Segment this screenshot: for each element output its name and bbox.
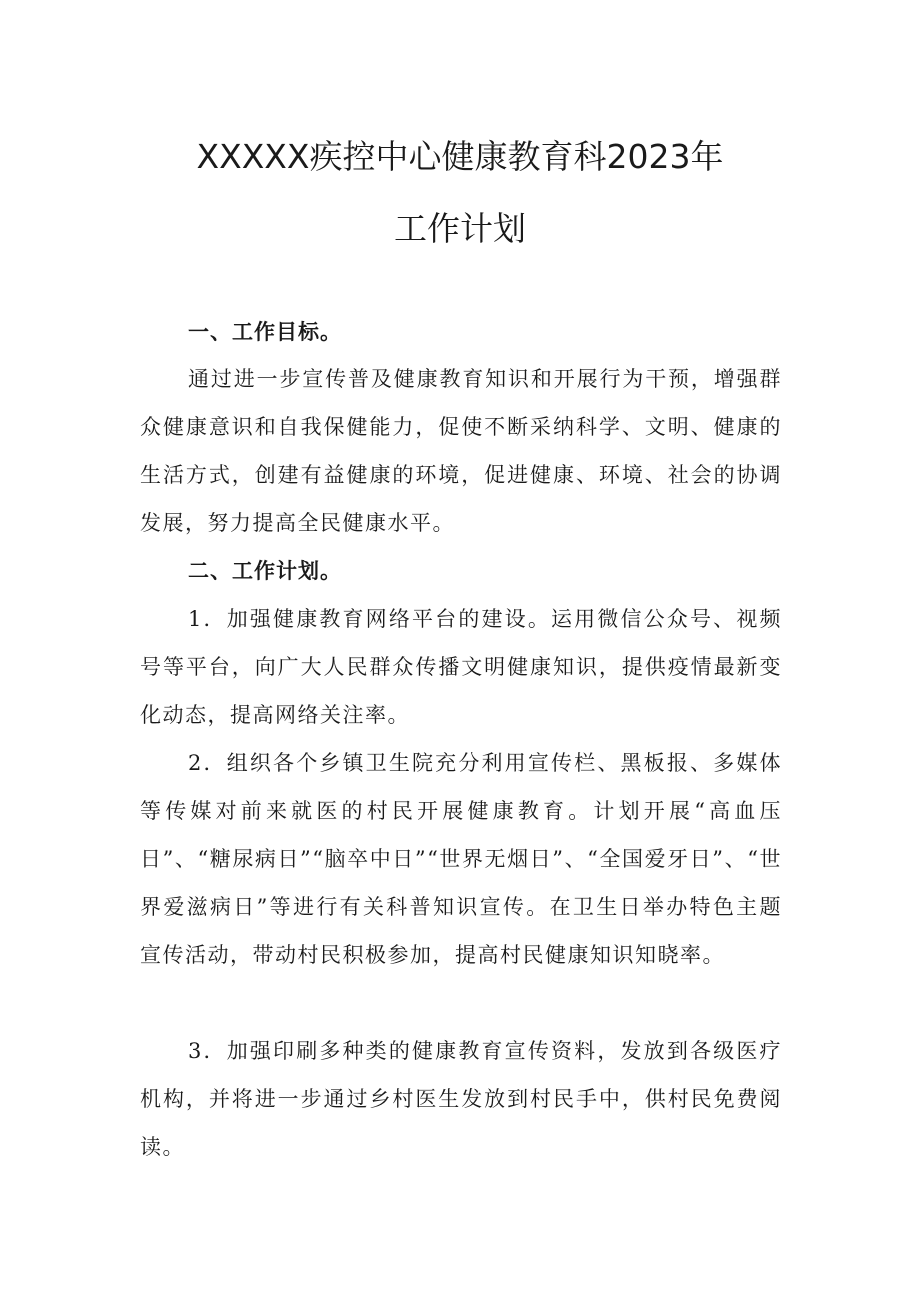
- document-title-line-2: 工作计划: [394, 209, 526, 248]
- goals-paragraph: 通过进一步宣传普及健康教育知识和开展行为干预，增强群众健康意识和自我保健能力，促使不断采纳科学、文明、健康的生活方式，创建有益健康的环境，促进健康、环境、社会的协调发展，努力提高全民健康水平。: [140, 367, 782, 535]
- plan-item-1: 1．加强健康教育网络平台的建设。运用微信公众号、视频号等平台，向广大人民群众传播文明健康知识，提供疫情最新变化动态，提高网络关注率。: [140, 607, 782, 727]
- section-heading-goals: 一、工作目标。: [188, 320, 342, 344]
- document-title-line-1: XXXXX疾控中心健康教育科2023年: [196, 137, 724, 176]
- section-heading-plan: 二、工作计划。: [188, 559, 342, 583]
- plan-item-3: 3．加强印刷多种类的健康教育宣传资料，发放到各级医疗机构，并将进一步通过乡村医生发放到村民手中，供村民免费阅读。: [140, 1039, 782, 1159]
- plan-item-2: 2．组织各个乡镇卫生院充分利用宣传栏、黑板报、多媒体等传媒对前来就医的村民开展健康教育。计划开展“高血压日”、“糖尿病日”“脑卒中日”“世界无烟日”、“全国爱牙日”、“世界爱滋病日”等进行有关科普知识宣传。在卫生日举办特色主题宣传活动，带动村民积极参加，提高村民健康知识知晓率。: [140, 751, 782, 967]
